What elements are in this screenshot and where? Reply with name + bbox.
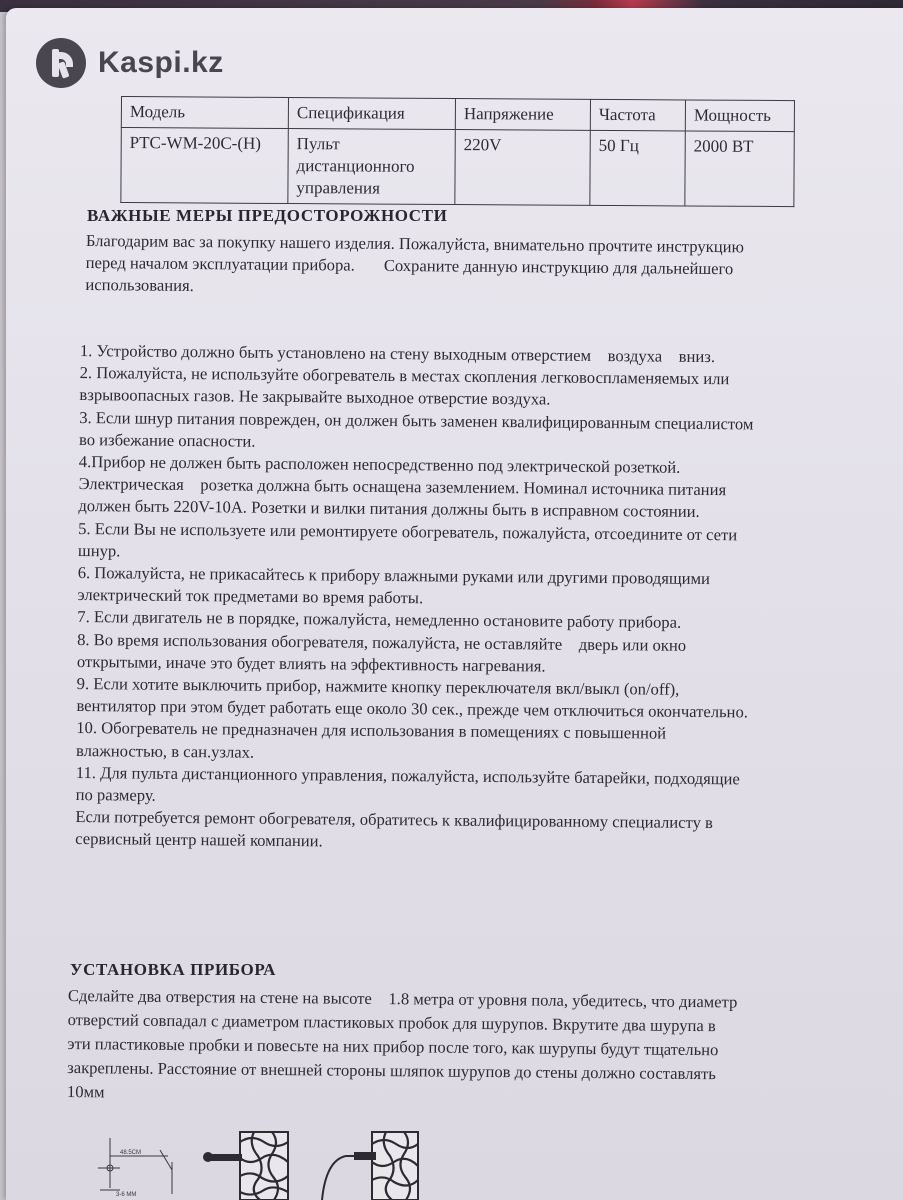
list-item: 9. Если хотите выключить прибор, нажмите кнопку переключателя вкл/выкл (on/off), <box>76 674 680 699</box>
kaspi-logo-icon <box>36 38 86 88</box>
list-item: 6. Пожалуйста, не прикасайтесь к прибору влажными руками или другими проводящими <box>77 563 711 589</box>
wall-plug-diagram <box>203 1132 288 1200</box>
precautions-intro <box>85 230 876 304</box>
spec-table <box>120 96 795 207</box>
depth-label: 3-6 MM <box>116 1192 137 1198</box>
header-power: Мощность <box>685 100 794 132</box>
intro-line: Благодарим вас за покупку нашего изделия. Пожалуйста, внимательно прочтите инструкцию <box>85 230 744 257</box>
list-item: во избежание опасности. <box>78 429 256 451</box>
list-item: сервисный центр нашей компании. <box>75 829 323 851</box>
spec-table-header-row <box>121 97 794 132</box>
install-line: 10мм <box>66 1081 105 1102</box>
list-item: влажностью, в сан.узлах. <box>75 740 255 762</box>
kaspi-logo-text: Kaspi.kz <box>98 46 224 79</box>
spec-table-row <box>121 128 794 207</box>
header-spec: Спецификация <box>288 98 455 130</box>
list-item: должен быть 220V-10A. Розетки и вилки питания должны быть в исправном состоянии. <box>78 496 700 522</box>
list-item: 10. Обогреватель не предназначен для использования в помещениях с повышенной <box>76 718 667 744</box>
cell-frequency: 50 Гц <box>590 130 685 206</box>
list-item: взрывоопасных газов. Не закрывайте выходное отверстие воздуха. <box>79 385 551 409</box>
cell-model: PTC-WM-20C-(H) <box>121 128 288 204</box>
list-item: 2. Пожалуйста, не используйте обогреватель в местах скопления легковоспламеняемых или <box>79 363 730 389</box>
kaspi-watermark <box>36 38 224 88</box>
cell-spec: Пульт дистанционного управления <box>288 129 455 205</box>
cell-voltage: 220V <box>455 130 590 206</box>
list-item: вентилятор при этом будет работать еще около 30 сек., прежде чем отключиться окончательно. <box>76 696 749 722</box>
list-item: 8. Во время использования обогревателя, пожалуйста, не оставляйте дверь или окно <box>77 629 687 655</box>
list-item: 4.Прибор не должен быть расположен непосредственно под электрической розеткой. <box>78 452 681 477</box>
list-item: 11. Для пульта дистанционного управления, пожалуйста, используйте батарейки, подходящие <box>75 762 740 789</box>
list-item: 1. Устройство должно быть установлено на стену выходным отверстием воздуха вниз. <box>79 340 716 367</box>
install-line: Сделайте два отверстия на стене на высоте 1.8 метра от уровня пола, убедитесь, что диаметр <box>67 985 738 1012</box>
installation-title: УСТАНОВКА ПРИБОРА <box>70 960 277 979</box>
header-frequency: Частота <box>590 99 685 131</box>
list-item: 3. Если шнур питания поврежден, он должен быть заменен квалифицированным специалистом <box>79 407 754 434</box>
screw-diagram <box>322 1132 418 1200</box>
header-model: Модель <box>121 97 288 129</box>
list-item: шнур. <box>77 540 121 561</box>
cell-power: 2000 ВТ <box>685 131 794 207</box>
list-item: Если потребуется ремонт обогревателя, обратитесь к квалифицированному специалисту в <box>75 807 714 833</box>
list-item: 7. Если двигатель не в порядке, пожалуйста, немедленно остановите работу прибора. <box>77 607 682 633</box>
header-voltage: Напряжение <box>455 99 590 131</box>
hole-spacing-diagram <box>98 1138 172 1198</box>
list-item: по размеру. <box>75 785 156 805</box>
intro-line: использования. <box>85 274 194 296</box>
intro-line: перед началом эксплуатации прибора. Сохраните данную инструкцию для дальнейшего <box>85 252 734 279</box>
list-item: открытыми, иначе это будет влиять на эффективность нагревания. <box>76 651 546 676</box>
install-line: закреплены. Расстояние от внешней стороны шляпок шурупов до стены должно составлять <box>67 1057 717 1084</box>
list-item: 5. Если Вы не используете или ремонтируете обогреватель, пожалуйста, отсоедините от сети <box>78 518 738 544</box>
precautions-title: ВАЖНЫЕ МЕРЫ ПРЕДОСТОРОЖНОСТИ <box>87 206 448 225</box>
precautions-list <box>75 340 880 858</box>
install-line: отверстий совпадал с диаметром пластиковых пробок для шурупов. Вкрутите два шурупа в <box>67 1009 716 1036</box>
list-item: Электрическая розетка должна быть оснащена заземлением. Номинал источника питания <box>78 474 727 500</box>
list-item: электрический ток предметами во время работы. <box>77 585 424 608</box>
install-line: эти пластиковые пробки и повесьте на них прибор после того, как шурупы будут тщательно <box>67 1033 719 1060</box>
spacing-label: 48.5CM <box>120 1150 142 1156</box>
installation-diagrams <box>90 1128 450 1200</box>
installation-text <box>67 984 840 1111</box>
